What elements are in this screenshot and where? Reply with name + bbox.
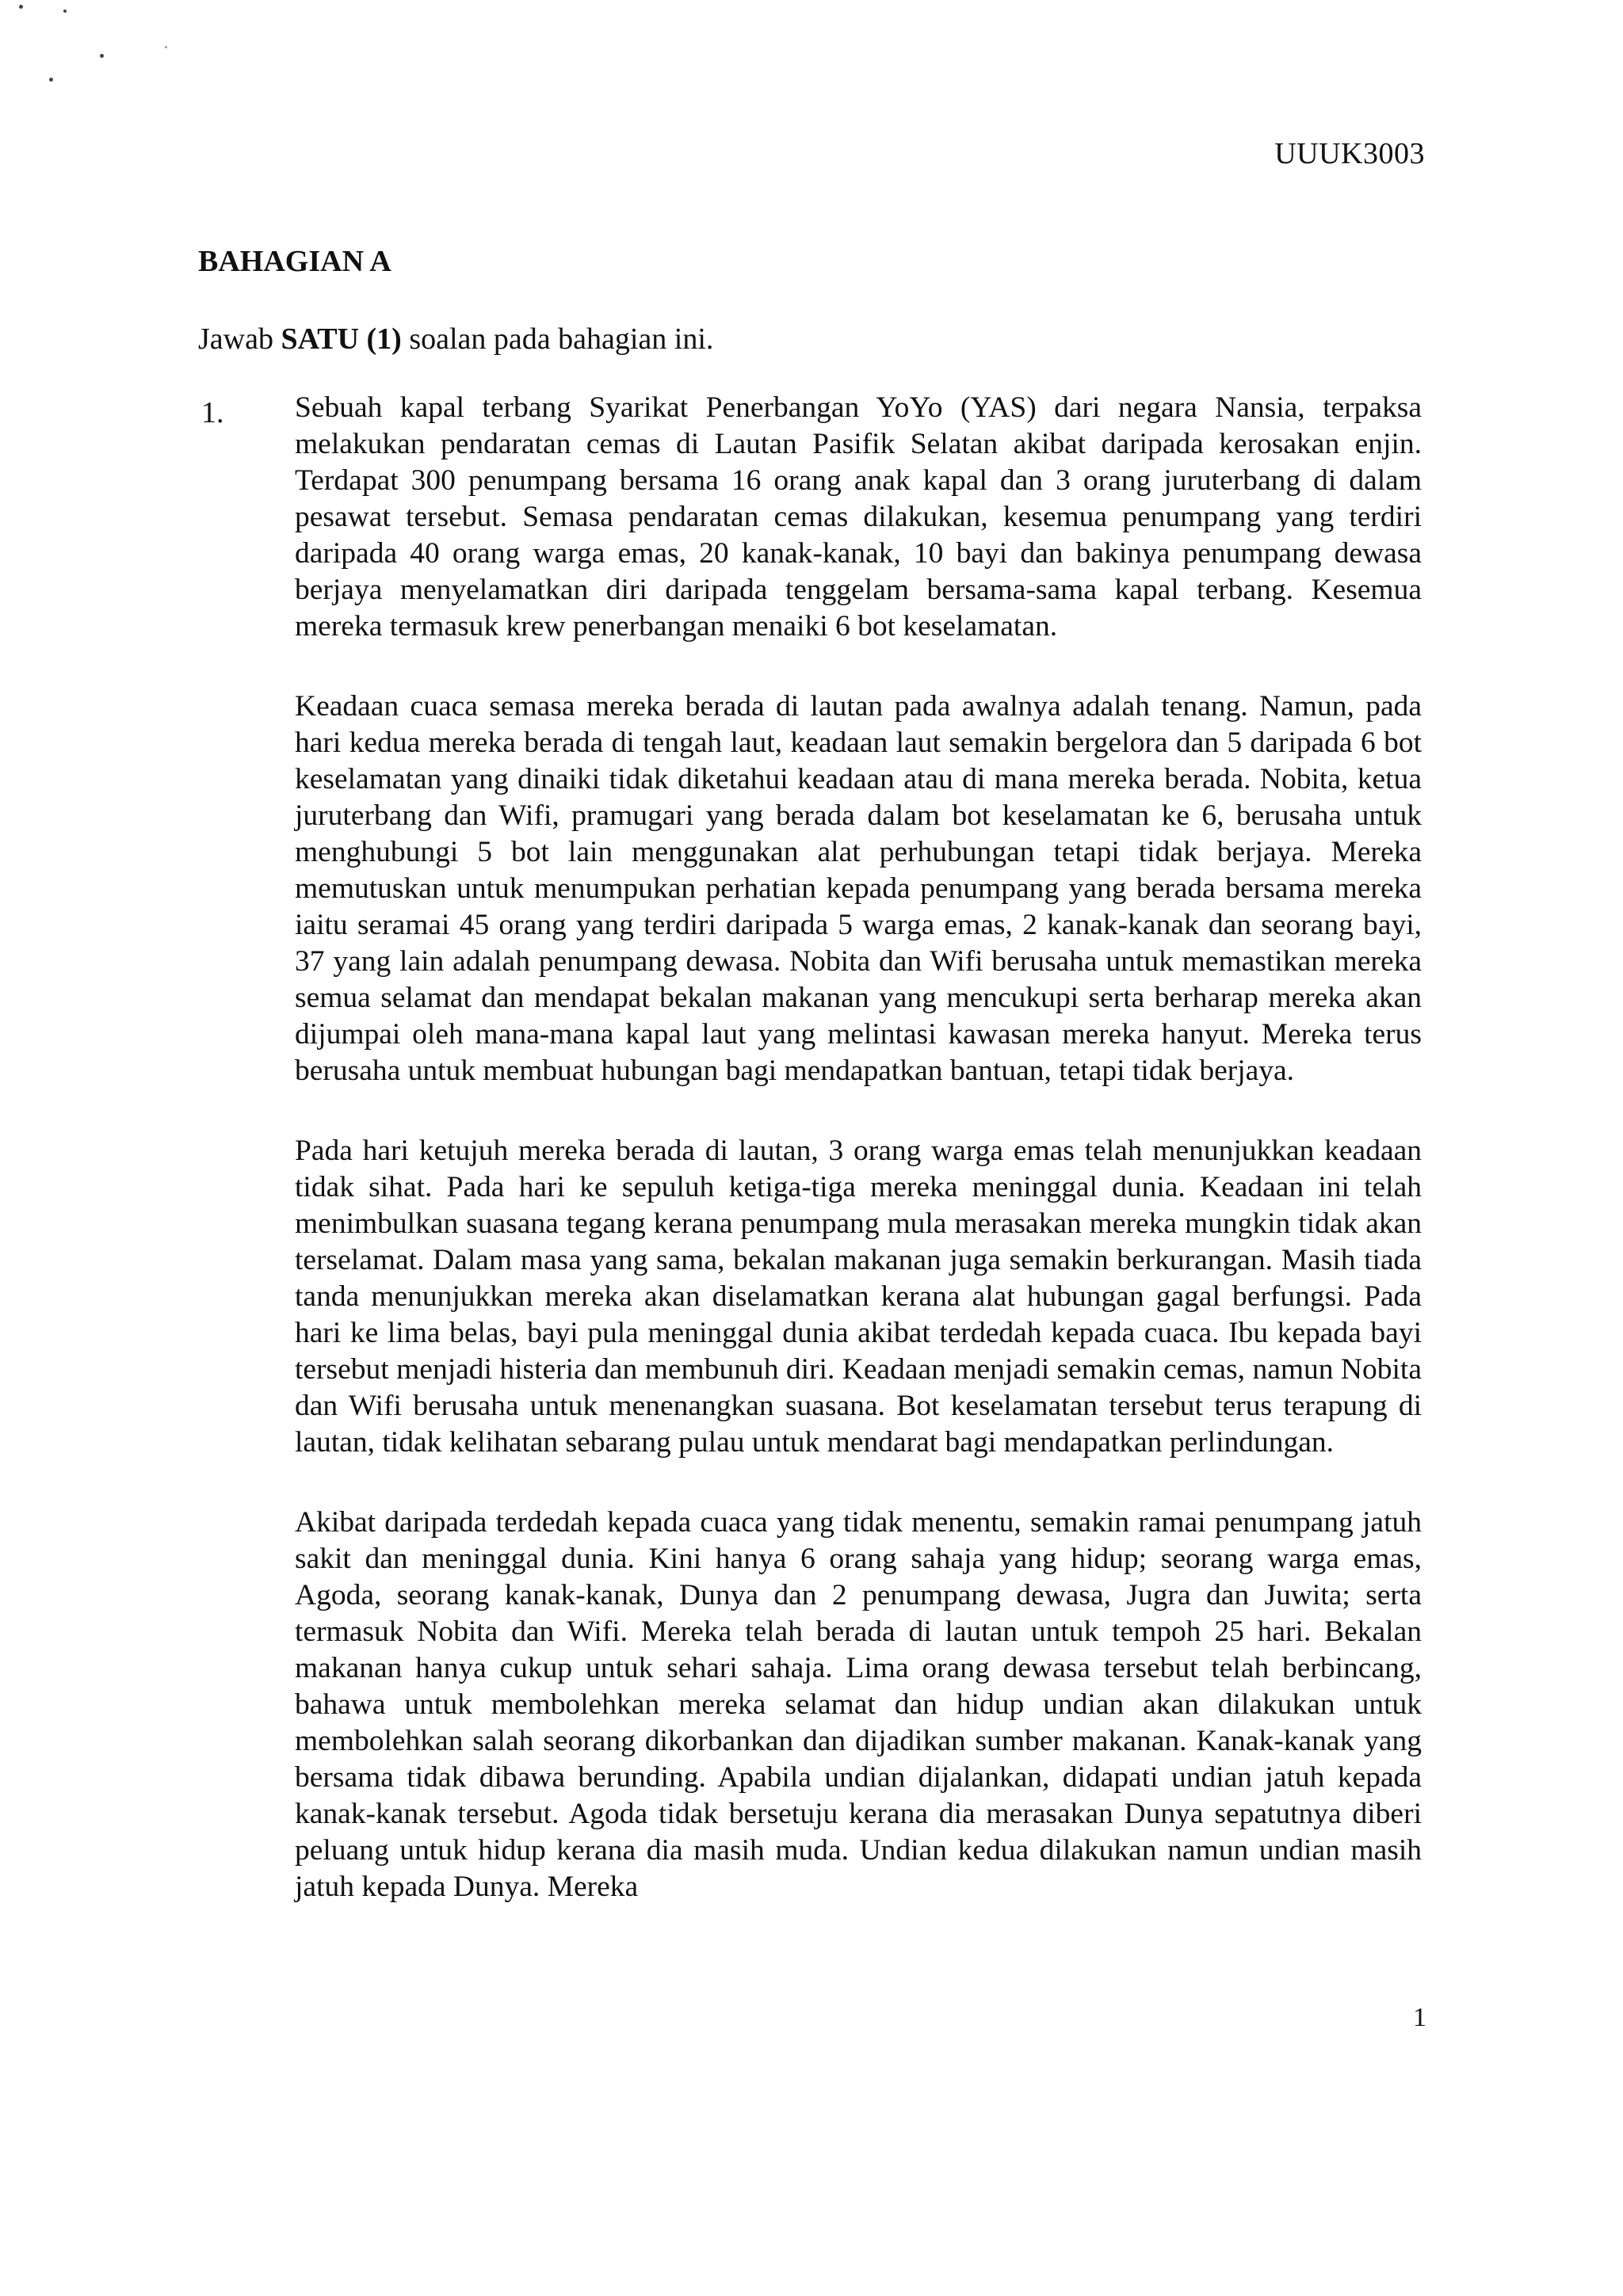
instruction-prefix: Jawab: [198, 322, 281, 356]
course-code: UUUK3003: [1274, 137, 1425, 170]
instruction-suffix: soalan pada bahagian ini.: [401, 322, 714, 356]
section-instruction: [198, 322, 713, 357]
scan-speck: [49, 78, 53, 82]
question-body: [295, 390, 1422, 1905]
question-paragraph: Pada hari ketujuh mereka berada di lautan, 3 orang warga emas telah menunjukkan keadaan tidak sihat. Pada hari ke sepuluh ketiga-tiga mereka meninggal dunia. Keadaan ini telah menimbulkan suasana tegang kerana penumpang mula merasakan mereka mungkin tidak akan terselamat. Dalam masa yang sama, bekalan makanan juga semakin berkurangan. Masih tiada tanda menunjukkan mereka akan diselamatkan kerana alat hubungan gagal berfungsi. Pada hari ke lima belas, bayi pula meninggal dunia akibat terdedah kepada cuaca. Ibu kepada bayi tersebut menjadi histeria dan membunuh diri. Keadaan menjadi semakin cemas, namun Nobita dan Wifi berusaha untuk menenangkan suasana. Bot keselamatan tersebut terus terapung di lautan, tidak kelihatan sebarang pulau untuk mendarat bagi mendapatkan perlindungan.: [295, 1135, 1422, 1459]
instruction-emphasis: SATU (1): [281, 322, 402, 356]
scan-speck: [100, 54, 104, 58]
question-number: 1.: [201, 396, 224, 429]
page-number: 1: [1413, 2003, 1426, 2032]
scan-speck: [19, 5, 23, 9]
question-paragraph: Sebuah kapal terbang Syarikat Penerbangan YoYo (YAS) dari negara Nansia, terpaksa melakukan pendaratan cemas di Lautan Pasifik Selatan akibat daripada kerosakan enjin. Terdapat 300 penumpang bersama 16 orang anak kapal dan 3 orang juruterbang di dalam pesawat tersebut. Semasa pendaratan cemas dilakukan, kesemua penumpang yang terdiri daripada 40 orang warga emas, 20 kanak-kanak, 10 bayi dan bakinya penumpang dewasa berjaya menyelamatkan diri daripada tenggelam bersama-sama kapal terbang. Kesemua mereka termasuk krew penerbangan menaiki 6 bot keselamatan.: [295, 391, 1422, 643]
section-title: BAHAGIAN A: [198, 245, 391, 278]
scan-speck: [63, 10, 67, 13]
question-paragraph: Keadaan cuaca semasa mereka berada di lautan pada awalnya adalah tenang. Namun, pada hari kedua mereka berada di tengah laut, keadaan laut semakin bergelora dan 5 daripada 6 bot keselamatan yang dinaiki tidak diketahui keadaan atau di mana mereka berada. Nobita, ketua juruterbang dan Wifi, pramugari yang berada dalam bot keselamatan ke 6, berusaha untuk menghubungi 5 bot lain menggunakan alat perhubungan tetapi tidak berjaya. Mereka memutuskan untuk menumpukan perhatian kepada penumpang yang berada bersama mereka iaitu seramai 45 orang yang terdiri daripada 5 warga emas, 2 kanak-kanak dan seorang bayi, 37 yang lain adalah penumpang dewasa. Nobita dan Wifi berusaha untuk memastikan mereka semua selamat dan mendapat bekalan makanan yang mencukupi serta berharap mereka akan dijumpai oleh mana-mana kapal laut yang melintasi kawasan mereka hanyut. Mereka terus berusaha untuk membuat hubungan bagi mendapatkan bantuan, tetapi tidak berjaya.: [295, 690, 1422, 1087]
scan-speck: [165, 46, 167, 48]
question-paragraph: Akibat daripada terdedah kepada cuaca yang tidak menentu, semakin ramai penumpang jatuh sakit dan meninggal dunia. Kini hanya 6 orang sahaja yang hidup; seorang warga emas, Agoda, seorang kanak-kanak, Dunya dan 2 penumpang dewasa, Jugra dan Juwita; serta termasuk Nobita dan Wifi. Mereka telah berada di lautan untuk tempoh 25 hari. Bekalan makanan hanya cukup untuk sehari sahaja. Lima orang dewasa tersebut telah berbincang, bahawa untuk membolehkan mereka selamat dan hidup undian akan dilakukan untuk membolehkan salah seorang dikorbankan dan dijadikan sumber makanan. Kanak-kanak yang bersama tidak dibawa berunding. Apabila undian dijalankan, didapati undian jatuh kepada kanak-kanak tersebut. Agoda tidak bersetuju kerana dia merasakan Dunya sepatutnya diberi peluang untuk hidup kerana dia masih muda. Undian kedua dilakukan namun undian masih jatuh kepada Dunya. Mereka: [295, 1506, 1422, 1903]
